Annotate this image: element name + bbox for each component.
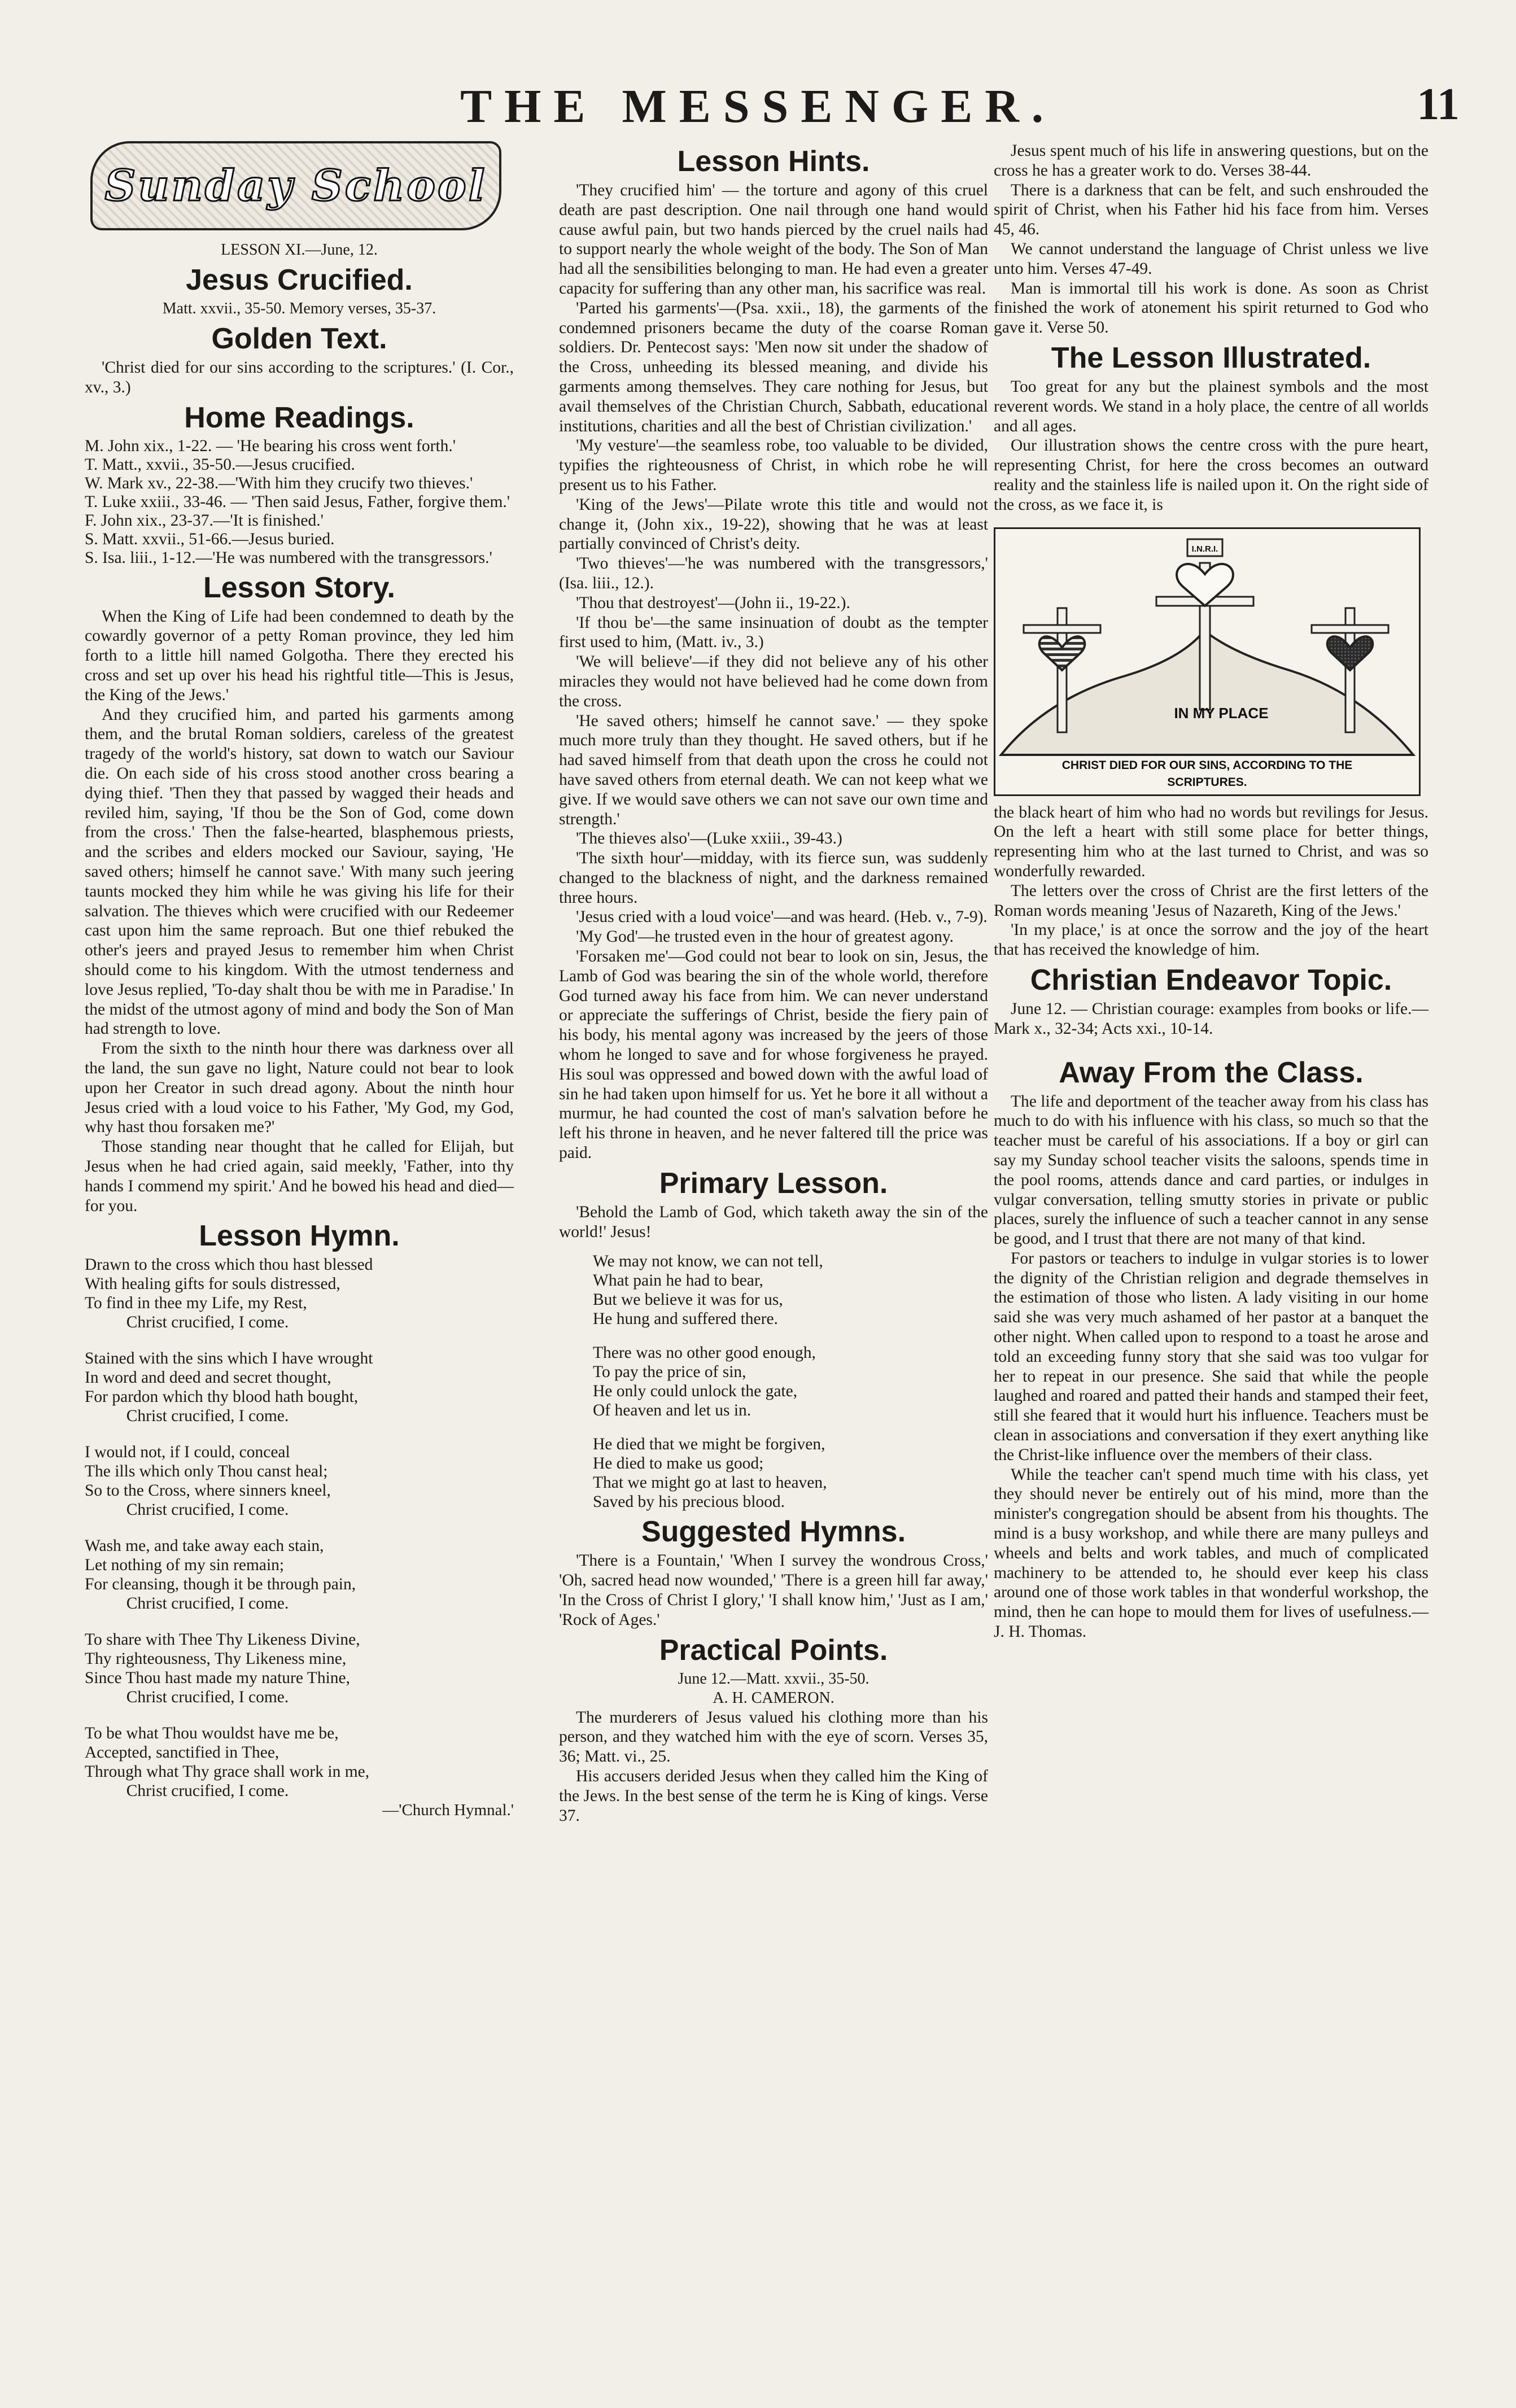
practical-points-heading: Practical Points.	[659, 1633, 888, 1667]
practical-paragraph: Jesus spent much of his life in answering questions, but on the cross he has a greater work to do. Verses 38-44.	[994, 142, 1428, 180]
hint-paragraph: 'King of the Jews'—Pilate wrote this title and would not change it, (John xix., 19-22), showing that he was at least partially convinced of Christ's deity.	[559, 495, 988, 553]
practical-paragraph: We cannot understand the language of Christ unless we live unto him. Verses 47-49.	[994, 239, 1428, 278]
hint-paragraph: 'Parted his garments'—(Psa. xxii., 18), the garments of the condemned prisoners became the duty of the coarse Roman soldiers. Dr. Pentecost says: 'Men now sit under the shadow of the Cross, unheeding its blessed meaning, and divide his garments among themselves. They care nothing for Jesus, but avail themselves of the Christian Church, Sabbath, educational institutions, charities and all the best of Christian civilization.'	[559, 299, 988, 435]
primary-intro: 'Behold the Lamb of God, which taketh away the sin of the world!' Jesus!	[559, 1203, 988, 1241]
home-readings-list	[85, 437, 514, 567]
practical-paragraph: Man is immortal till his work is done. As soon as Christ finished the work of atonement his spirit returned to God who gave it. Verse 50.	[994, 279, 1428, 337]
home-reading-item: M. John xix., 1-22. — 'He bearing his cross went forth.'	[85, 436, 456, 455]
suggested-hymns-text: 'There is a Fountain,' 'When I survey the wondrous Cross,' 'Oh, sacred head now wounded,' 'There is a green hill far away,' 'In the Cross of Christ I glory,' 'I shall know him,' 'Just as I am,' 'Rock of Ages.'	[559, 1552, 988, 1629]
lesson-hints-heading: Lesson Hints.	[677, 145, 870, 178]
primary-poem-stanza: He died that we might be forgiven, He died to make us good; That we might go at last to heaven, Saved by his precious blood.	[593, 1435, 827, 1511]
sunday-school-banner	[90, 141, 501, 230]
hymn-stanza: Drawn to the cross which thou hast blessed With healing gifts for souls distressed, To find in thee my Life, my Rest, Christ crucified, I come.	[85, 1256, 373, 1332]
primary-lesson-heading: Primary Lesson.	[659, 1166, 888, 1200]
hymn-stanza: I would not, if I could, conceal The ills which only Thou canst heal; So to the Cross, where sinners kneel, Christ crucified, I come.	[85, 1443, 331, 1519]
lesson-title: Jesus Crucified.	[186, 264, 413, 296]
home-reading-item: W. Mark xv., 22-38.—'With him they crucify two thieves.'	[85, 474, 473, 492]
golden-text-heading: Golden Text.	[211, 322, 387, 355]
home-reading-item: F. John xix., 23-37.—'It is finished.'	[85, 511, 324, 530]
away-from-class-heading: Away From the Class.	[1059, 1056, 1364, 1089]
golden-text: 'Christ died for our sins according to the scriptures.' (I. Cor., xv., 3.)	[85, 359, 514, 396]
caption-line-2: SCRIPTURES.	[1167, 775, 1247, 789]
illustrated-paragraph: Our illustration shows the centre cross with the pure heart, representing Christ, for here the cross becomes an outward reality and the stainless life is nailed upon it. On the right side of the cross, as we face it, is	[994, 436, 1428, 514]
primary-poem-stanza: We may not know, we can not tell, What pain he had to bear, But we believe it was for us, He hung and suffered there.	[593, 1252, 823, 1328]
illustrated-paragraph: Too great for any but the plainest symbols and the most reverent words. We stand in a holy place, the centre of all worlds and all ages.	[994, 377, 1428, 435]
home-reading-item: S. Isa. liii., 1-12.—'He was numbered with the transgressors.'	[85, 548, 492, 567]
hint-paragraph: 'If thou be'—the same insinuation of doubt as the tempter first used to him, (Matt. iv., 3.)	[559, 613, 988, 652]
story-paragraph: And they crucified him, and parted his garments among them, and the brutal Roman soldiers, careless of the greatest tragedy of the world's history, sat down to watch our Saviour die. On each side of his cross stood another cross bearing a dying thief. 'Then they that passed by wagged their heads and reviled him, saying, 'If thou be the Son of God, come down from the cross.' Then the false-hearted, blasphemous priests, and the scribes and elders mocked our Saviour, saying, 'He saved others; himself he cannot save.' With many such jeering taunts mocked they him while he was giving his life for their salvation. The thieves which were crucified with our Redeemer cast upon him the same reproach. But one thief rebuked the other's jeers and prayed Jesus to remember him when Christ should come to his kingdom. With the utmost tenderness and love Jesus replied, 'To-day shalt thou be with me in Paradise.' In the midst of the utmost agony of mind and body the Son of Man had strength to love.	[85, 705, 514, 1038]
home-reading-item: T. Luke xxiii., 33-46. — 'Then said Jesus, Father, forgive them.'	[85, 492, 510, 511]
lesson-number: LESSON XI.—June, 12.	[221, 241, 378, 259]
endeavor-topic-text: June 12. — Christian courage: examples from books or life.—Mark x., 32-34; Acts xxi., 10-14.	[994, 999, 1428, 1038]
hymn-source: —'Church Hymnal.'	[382, 1801, 514, 1820]
home-readings-heading: Home Readings.	[184, 401, 414, 434]
away-paragraph: The life and deportment of the teacher away from his class has much to do with his influence with his class, so much so that the teacher must be careful of his associations. If a boy or girl can say my Sunday school teacher visits the saloons, spends time in the pool rooms, attends dance and card parties, or indulges in vulgar conversation, telling smutty stories in private or public places, surely the influence of such a teacher cannot in any sense be good, and I trust that there are not many of that kind.	[994, 1092, 1428, 1248]
illustrated-paragraph: the black heart of him who had no words but revilings for Jesus. On the left a heart with still some place for better things, representing him who at the last turned to Christ, and was so wonderfully rewarded.	[994, 803, 1428, 880]
hill-text: IN MY PLACE	[1174, 704, 1269, 722]
home-reading-item: S. Matt. xxvii., 51-66.—Jesus buried.	[85, 530, 335, 548]
page-number: 11	[1417, 80, 1460, 129]
hint-paragraph: 'The thieves also'—(Luke xxiii., 39-43.)	[576, 829, 842, 848]
hint-paragraph: 'Two thieves'—'he was numbered with the transgressors,' (Isa. liii., 12.).	[559, 554, 988, 592]
away-paragraph: For pastors or teachers to indulge in vulgar stories is to lower the dignity of the Christian religion and degrade themselves in the estimation of those who listen. A lady visiting in our home said she was very much ashamed of her pastor at a banquet the other night. When called upon to respond to a toast he arose and told an exceeding funny story that she said was too vulgar for her to repeat in our presence. She said that while the people laughed and roared and patted their hands and stamped their feet, still she feared that it would hurt his influence. Teachers must be clean in associations and conversation if they exert anything like the Christ-like influence over the members of their class.	[994, 1249, 1428, 1464]
endeavor-topic-heading: Christian Endeavor Topic.	[1030, 963, 1392, 997]
hint-paragraph: 'Forsaken me'—God could not bear to look on sin, Jesus, the Lamb of God was bearing the sin of the whole world, therefore God turned away his face from him. We can never understand or appreciate the sufferings of Christ, beside the fiery pain of his body, his mental agony was increased by the jeers of those whom he longed to save and for whose forgiveness he prayed. His soul was oppressed and bowed down with the awful load of sin he had taken upon himself for us. Yet he bore it all without a murmur, he had counted the cost of man's salvation before he left his throne in heaven, and he never faltered till the price was paid.	[559, 947, 988, 1163]
illustrated-paragraph: The letters over the cross of Christ are the first letters of the Roman words meaning 'Jesus of Nazareth, King of the Jews.'	[994, 881, 1428, 920]
masthead	[34, 73, 1482, 136]
hymn-stanza: To be what Thou wouldst have me be, Accepted, sanctified in Thee, Through what Thy grace shall work in me, Christ crucified, I come.	[85, 1724, 370, 1800]
hint-paragraph: 'He saved others; himself he cannot save.' — they spoke much more truly than they thought. He saved others, but if he had saved himself from that death upon the cross he could not have saved others from eternal death. We can not keep what we give. If we would save others we can not save our own time and strength.'	[559, 711, 988, 828]
story-paragraph: From the sixth to the ninth hour there was darkness over all the land, the sun gave no light, Nature could not bear to look upon her Creator in such dread agony. About the ninth hour Jesus cried with a loud voice to his Father, 'My God, my God, why hast thou forsaken me?'	[85, 1039, 514, 1137]
primary-poem-stanza: There was no other good enough, To pay the price of sin, He only could unlock the gate, Of heaven and let us in.	[593, 1344, 816, 1420]
caption-line-1: CHRIST DIED FOR OUR SINS, ACCORDING TO THE	[1061, 758, 1353, 772]
newspaper-title: THE MESSENGER.	[460, 80, 1056, 133]
column-right	[994, 141, 1428, 1642]
practical-date: June 12.—Matt. xxvii., 35-50.	[678, 1670, 870, 1688]
practical-paragraph: There is a darkness that can be felt, and such enshrouded the spirit of Christ, when his Father hid his face from him. Verses 45, 46.	[994, 181, 1428, 239]
three-crosses-illustration	[994, 527, 1421, 796]
illustrated-paragraph: 'In my place,' is at once the sorrow and the joy of the heart that has received the knowledge of him.	[994, 921, 1428, 959]
lesson-story-heading: Lesson Story.	[203, 571, 395, 604]
practical-author: A. H. CAMERON.	[713, 1689, 835, 1707]
hymn-stanza: Wash me, and take away each stain, Let nothing of my sin remain; For cleansing, though it be through pain, Christ crucified, I come.	[85, 1537, 356, 1613]
practical-paragraph: The murderers of Jesus valued his clothing more than his person, and they watched him with the eye of scorn. Verses 35, 36; Matt. vi., 25.	[559, 1708, 988, 1766]
hint-paragraph: 'They crucified him' — the torture and agony of this cruel death are past description. One nail through one hand would cause awful pain, but two hands pierced by the cruel nails had to support nearly the whole weight of the body. The Son of Man had all the sensibilities belonging to man. He had even a greater capacity for suffering than any other man, his sacrifice was real.	[559, 181, 988, 298]
hint-paragraph: 'My vesture'—the seamless robe, too valuable to be divided, typifies the righteousness of Christ, in which robe he will present us to his Father.	[559, 436, 988, 494]
story-paragraph: When the King of Life had been condemned to death by the cowardly governor of a petty Roman province, they led him forth to a little hill named Golgotha. There they erected his cross and set up over his head his rightful title—This is Jesus, the King of the Jews.'	[85, 607, 514, 704]
practical-paragraph: His accusers derided Jesus when they called him the King of the Jews. In the best sense of the term he is King of kings. Verse 37.	[559, 1767, 988, 1825]
suggested-hymns-heading: Suggested Hymns.	[641, 1515, 906, 1549]
column-left	[85, 141, 514, 1820]
hymn-stanza: Stained with the sins which I have wrought In word and deed and secret thought, For pardon which thy blood hath bought, Christ crucified, I come.	[85, 1349, 373, 1426]
hint-paragraph: 'My God'—he trusted even in the hour of greatest agony.	[576, 928, 954, 946]
story-paragraph: Those standing near thought that he called for Elijah, but Jesus when he had cried again, said meekly, 'Father, into thy hands I commend my spirit.' And he bowed his head and died—for you.	[85, 1138, 514, 1215]
banner-text: Sunday School	[104, 160, 487, 211]
lesson-hymn-heading: Lesson Hymn.	[199, 1220, 400, 1253]
hint-paragraph: 'Jesus cried with a loud voice'—and was heard. (Heb. v., 7-9).	[576, 908, 988, 927]
inri-title-board: I.N.R.I.	[1191, 544, 1218, 554]
hint-paragraph: 'The sixth hour'—midday, with its fierce sun, was suddenly changed to the blackness of night, and the darkness remained three hours.	[559, 849, 988, 907]
away-paragraph: While the teacher can't spend much time with his class, yet they should never be entirely out of his mind, more than the minister's congregation should be absent from his thoughts. The mind is a busy workshop, and while there are many pulleys and wheels and belts and work tables, and much of complicated machinery to be attended to, he should ever keep his class around one of those work tables in that wonderful workshop, the mind, then he can hope to mould them for lives of usefulness.—J. H. Thomas.	[994, 1465, 1428, 1641]
lesson-illustrated-heading: The Lesson Illustrated.	[1051, 341, 1371, 374]
hymn-stanza: To share with Thee Thy Likeness Divine, Thy righteousness, Thy Likeness mine, Since Thou hast made my nature Thine, Christ crucified, I come.	[85, 1631, 360, 1707]
home-reading-item: T. Matt., xxvii., 35-50.—Jesus crucified.	[85, 455, 355, 474]
lesson-reference: Matt. xxvii., 35-50. Memory verses, 35-37.	[162, 300, 436, 317]
hint-paragraph: 'Thou that destroyest'—(John ii., 19-22.).	[576, 593, 850, 612]
column-middle	[559, 141, 988, 1825]
hint-paragraph: 'We will believe'—if they did not believe any of his other miracles they would not have believed had he come down from the cross.	[559, 653, 988, 710]
